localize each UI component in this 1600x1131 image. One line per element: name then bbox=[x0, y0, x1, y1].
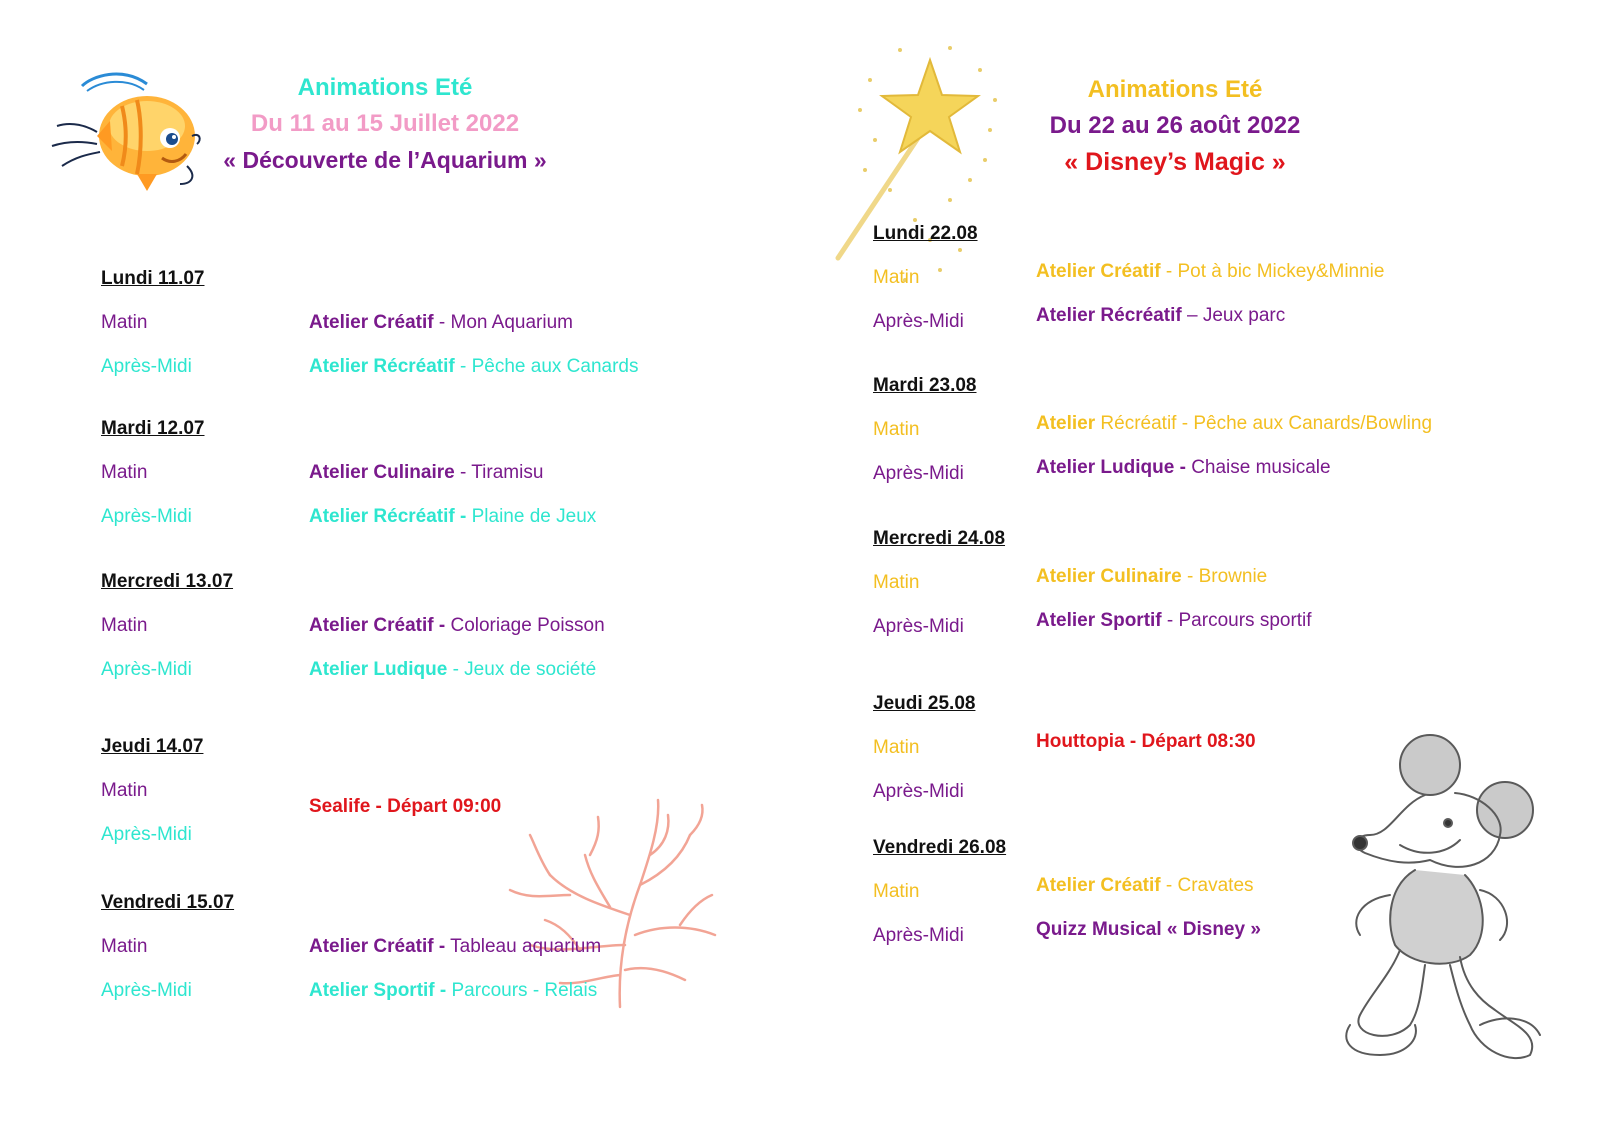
activity-title: Atelier Créatif - bbox=[309, 936, 446, 957]
activity-title: Atelier Ludique - bbox=[1036, 457, 1192, 478]
right-title-1: Animations Eté bbox=[1087, 76, 1263, 103]
activity bbox=[1036, 261, 1384, 283]
activity bbox=[1036, 457, 1331, 479]
activity bbox=[1036, 566, 1267, 588]
activity-title: Atelier Créatif bbox=[1036, 875, 1161, 896]
activity-title: Atelier Sportif - bbox=[309, 980, 447, 1001]
slot-apres-midi: Après-Midi bbox=[101, 659, 192, 680]
outing-event: Sealife - Départ 09:00 bbox=[309, 796, 502, 817]
activity-title: Atelier Récréatif bbox=[309, 356, 455, 377]
activity-title: Atelier Ludique bbox=[309, 659, 448, 680]
activity-detail: - Mon Aquarium bbox=[433, 312, 574, 333]
outing-event: Houttopia - Départ 08:30 bbox=[1036, 731, 1256, 752]
slot-apres-midi: Après-Midi bbox=[101, 980, 192, 1001]
activity-title: Atelier Sportif bbox=[1036, 610, 1162, 631]
slot-matin: Matin bbox=[101, 936, 148, 957]
magic-wand-icon bbox=[830, 40, 1010, 300]
slot-matin: Matin bbox=[101, 462, 148, 483]
activity-detail: - Parcours sportif bbox=[1161, 610, 1312, 631]
left-title-3: « Découverte de l’Aquarium » bbox=[223, 147, 547, 173]
activity-title: Quizz Musical « Disney » bbox=[1036, 919, 1261, 940]
slot-apres-midi: Après-Midi bbox=[101, 356, 192, 377]
activity-detail: - Pot à bic Mickey&Minnie bbox=[1160, 261, 1385, 282]
activity bbox=[1036, 875, 1254, 897]
activity bbox=[309, 506, 596, 528]
activity-title: Atelier Créatif bbox=[1036, 261, 1161, 282]
activity bbox=[309, 615, 605, 637]
activity-title: Atelier Récréatif bbox=[1036, 305, 1182, 326]
activity bbox=[309, 312, 573, 334]
slot-matin: Matin bbox=[873, 267, 920, 288]
slot-matin: Matin bbox=[873, 419, 920, 440]
activity bbox=[309, 356, 639, 378]
day-heading: Mardi 12.07 bbox=[101, 418, 205, 439]
slot-apres-midi: Après-Midi bbox=[101, 506, 192, 527]
coral-icon bbox=[490, 795, 720, 1010]
activity-title: Atelier Récréatif - bbox=[309, 506, 467, 527]
activity-detail: - Pêche aux Canards bbox=[454, 356, 639, 377]
activity bbox=[309, 462, 543, 484]
day-heading: Vendredi 15.07 bbox=[101, 892, 235, 913]
left-title-1: Animations Eté bbox=[297, 74, 473, 101]
slot-apres-midi: Après-Midi bbox=[873, 311, 964, 332]
slot-matin: Matin bbox=[873, 572, 920, 593]
activity bbox=[309, 936, 601, 958]
right-title-3: « Disney’s Magic » bbox=[1064, 148, 1286, 176]
activity bbox=[309, 980, 597, 1002]
activity-detail: Récréatif - Pêche aux Canards/Bowling bbox=[1095, 413, 1433, 434]
activity-title: Atelier Culinaire bbox=[309, 462, 455, 483]
activity-detail: – Jeux parc bbox=[1181, 305, 1286, 326]
slot-matin: Matin bbox=[873, 737, 920, 758]
activity-title: Atelier Culinaire bbox=[1036, 566, 1182, 587]
day-heading: Lundi 11.07 bbox=[101, 268, 205, 289]
activity bbox=[1036, 919, 1261, 941]
slot-apres-midi: Après-Midi bbox=[101, 824, 192, 845]
slot-apres-midi: Après-Midi bbox=[873, 463, 964, 484]
day-heading: Jeudi 25.08 bbox=[873, 693, 976, 714]
activity-detail: - Brownie bbox=[1181, 566, 1268, 587]
right-title-2: Du 22 au 26 août 2022 bbox=[1049, 112, 1301, 139]
fish-icon bbox=[52, 66, 202, 196]
slot-apres-midi: Après-Midi bbox=[873, 616, 964, 637]
activity bbox=[1036, 413, 1432, 435]
day-heading: Mardi 23.08 bbox=[873, 375, 977, 396]
activity-detail: - Jeux de société bbox=[447, 659, 597, 680]
slot-matin: Matin bbox=[101, 615, 148, 636]
activity-title: Atelier Créatif bbox=[309, 312, 434, 333]
activity bbox=[1036, 305, 1285, 327]
left-title-2: Du 11 au 15 Juillet 2022 bbox=[250, 110, 520, 137]
day-heading: Mercredi 13.07 bbox=[101, 571, 234, 592]
activity-detail: Parcours - Relais bbox=[446, 980, 598, 1001]
slot-matin: Matin bbox=[101, 780, 148, 801]
activity-detail: Chaise musicale bbox=[1191, 457, 1331, 478]
slot-matin: Matin bbox=[101, 312, 148, 333]
activity-title: Atelier bbox=[1036, 413, 1096, 434]
slot-apres-midi: Après-Midi bbox=[873, 781, 964, 802]
day-heading: Jeudi 14.07 bbox=[101, 736, 204, 757]
day-heading: Lundi 22.08 bbox=[873, 223, 978, 244]
activity-detail: Coloriage Poisson bbox=[445, 615, 605, 636]
day-heading: Mercredi 24.08 bbox=[873, 528, 1006, 549]
activity bbox=[309, 659, 596, 681]
mickey-sketch-icon bbox=[1330, 725, 1545, 1065]
day-heading: Vendredi 26.08 bbox=[873, 837, 1007, 858]
activity-title: Atelier Créatif - bbox=[309, 615, 446, 636]
activity-detail: - Cravates bbox=[1160, 875, 1254, 896]
slot-apres-midi: Après-Midi bbox=[873, 925, 964, 946]
activity-detail: - Tiramisu bbox=[454, 462, 544, 483]
activity-detail: Tableau aquarium bbox=[445, 936, 602, 957]
slot-matin: Matin bbox=[873, 881, 920, 902]
activity-detail: Plaine de Jeux bbox=[466, 506, 597, 527]
activity bbox=[1036, 610, 1312, 632]
